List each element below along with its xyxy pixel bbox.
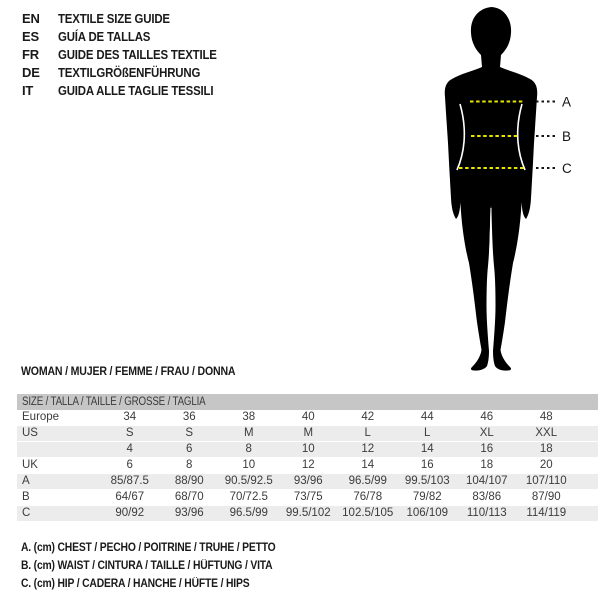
table-cell: L	[364, 427, 371, 439]
legend-hip: C. (cm) HIP / CADERA / HANCHE / HÜFTE / HIPS	[21, 578, 250, 590]
table-cell: 96.5/99	[348, 475, 387, 487]
table-cell: 83/86	[472, 491, 502, 503]
table-cell: 4	[126, 443, 133, 455]
measurement-figure	[400, 0, 600, 385]
lang-label: TEXTILGRÖßENFÜHRUNG	[58, 65, 201, 80]
table-cell: S	[125, 427, 134, 439]
table-cell: 90/92	[115, 507, 145, 519]
table-row-spacer	[576, 490, 598, 505]
table-cell: 8	[245, 443, 252, 455]
table-row-label: US	[22, 427, 38, 439]
table-cell: M	[243, 427, 254, 439]
table-cell: 90.5/92.5	[224, 475, 273, 487]
lang-row-es	[22, 28, 238, 46]
table-cell: 42	[361, 411, 375, 423]
size-table-rows	[17, 410, 598, 522]
lang-row-fr	[22, 46, 238, 64]
table-cell: 12	[301, 459, 315, 471]
table-cell: 64/67	[115, 491, 145, 503]
table-row-spacer	[576, 506, 598, 521]
table-cell: 87/90	[531, 491, 561, 503]
table-row-label	[17, 442, 100, 457]
table-cell: 18	[480, 459, 494, 471]
table-cell: 44	[420, 411, 434, 423]
table-row	[17, 410, 598, 426]
table-cell: 38	[242, 411, 256, 423]
table-cell: 40	[301, 411, 315, 423]
lang-label: TEXTILE SIZE GUIDE	[58, 11, 170, 26]
legend-chest: A. (cm) CHEST / PECHO / POITRINE / TRUHE / PETTO	[21, 542, 276, 554]
table-cell: 18	[539, 443, 553, 455]
table-cell: 36	[182, 411, 196, 423]
table-cell: 46	[480, 411, 494, 423]
table-cell: 79/82	[412, 491, 442, 503]
table-cell: 76/78	[353, 491, 383, 503]
table-row-label: C	[22, 507, 31, 519]
table-cell: 6	[186, 443, 193, 455]
table-row-label: A	[22, 475, 30, 487]
table-cell: 8	[186, 459, 193, 471]
table-cell: 73/75	[293, 491, 323, 503]
table-cell: 99.5/103	[404, 475, 450, 487]
section-title: WOMAN / MUJER / FEMME / FRAU / DONNA	[21, 366, 236, 378]
table-cell: 85/87.5	[110, 475, 149, 487]
table-cell: 68/70	[174, 491, 204, 503]
woman-silhouette-figure	[400, 0, 600, 385]
lang-label: GUIDE DES TAILLES TEXTILE	[58, 47, 217, 62]
lang-code: EN	[22, 11, 40, 26]
table-cell: 114/119	[526, 507, 567, 519]
table-cell: 34	[123, 411, 137, 423]
table-cell: 48	[539, 411, 553, 423]
legend-waist: B. (cm) WAIST / CINTURA / TAILLE / HÜFTUNG / VITA	[21, 560, 273, 572]
table-row	[17, 490, 598, 506]
table-cell: 16	[420, 459, 434, 471]
size-table-header	[17, 394, 598, 410]
lang-label: GUIDA ALLE TAGLIE TESSILI	[58, 83, 214, 98]
table-cell: XL	[479, 427, 494, 439]
lang-label: GUÍA DE TALLAS	[58, 29, 151, 44]
table-cell: 107/110	[525, 475, 567, 487]
table-row-spacer	[576, 410, 598, 425]
size-table-header-text: SIZE / TALLA / TAILLE / GRÖSSE / TAGLIA	[22, 396, 206, 408]
table-cell: 6	[126, 459, 133, 471]
lang-row-de	[22, 64, 238, 82]
table-cell: L	[424, 427, 431, 439]
woman-silhouette	[445, 7, 537, 371]
table-cell: 104/107	[465, 475, 508, 487]
lang-code: ES	[22, 29, 39, 44]
table-row-spacer	[576, 426, 598, 441]
table-cell: 70/72.5	[229, 491, 268, 503]
lang-code: IT	[22, 83, 34, 98]
table-row-spacer	[576, 442, 598, 457]
table-row-label: UK	[22, 459, 38, 471]
table-cell: M	[303, 427, 314, 439]
table-cell: 96.5/99	[229, 507, 268, 519]
table-cell: 14	[361, 459, 375, 471]
lang-row-it	[22, 82, 238, 100]
table-row-spacer	[576, 474, 598, 489]
table-cell: 88/90	[174, 475, 204, 487]
chest-marker-label: A	[562, 94, 572, 110]
table-cell: 16	[480, 443, 494, 455]
table-row	[17, 474, 598, 490]
size-table	[17, 394, 598, 522]
table-cell: 14	[420, 443, 434, 455]
language-list	[22, 10, 238, 100]
waist-marker-label: B	[562, 129, 572, 144]
measurement-legend	[21, 539, 304, 593]
hip-marker-label: C	[562, 161, 572, 176]
table-cell: 10	[301, 443, 315, 455]
table-cell: 20	[539, 459, 553, 471]
lang-code: DE	[22, 65, 40, 80]
lang-row-en	[22, 10, 238, 28]
table-cell: 99.5/102	[285, 507, 331, 519]
table-cell: 93/96	[293, 475, 323, 487]
table-cell: 10	[242, 459, 256, 471]
table-row	[17, 442, 598, 458]
table-row-spacer	[576, 458, 598, 473]
table-row	[17, 426, 598, 442]
table-row-label: Europe	[22, 411, 60, 423]
table-row-label: B	[22, 491, 30, 503]
table-row	[17, 506, 598, 522]
table-cell: 12	[361, 443, 375, 455]
table-row	[17, 458, 598, 474]
table-cell: 102.5/105	[342, 507, 394, 519]
table-cell: XXL	[535, 427, 558, 439]
table-cell: 93/96	[174, 507, 204, 519]
lang-code: FR	[22, 47, 39, 62]
table-cell: S	[185, 427, 194, 439]
table-cell: 110/113	[466, 507, 507, 519]
table-cell: 106/109	[406, 507, 449, 519]
